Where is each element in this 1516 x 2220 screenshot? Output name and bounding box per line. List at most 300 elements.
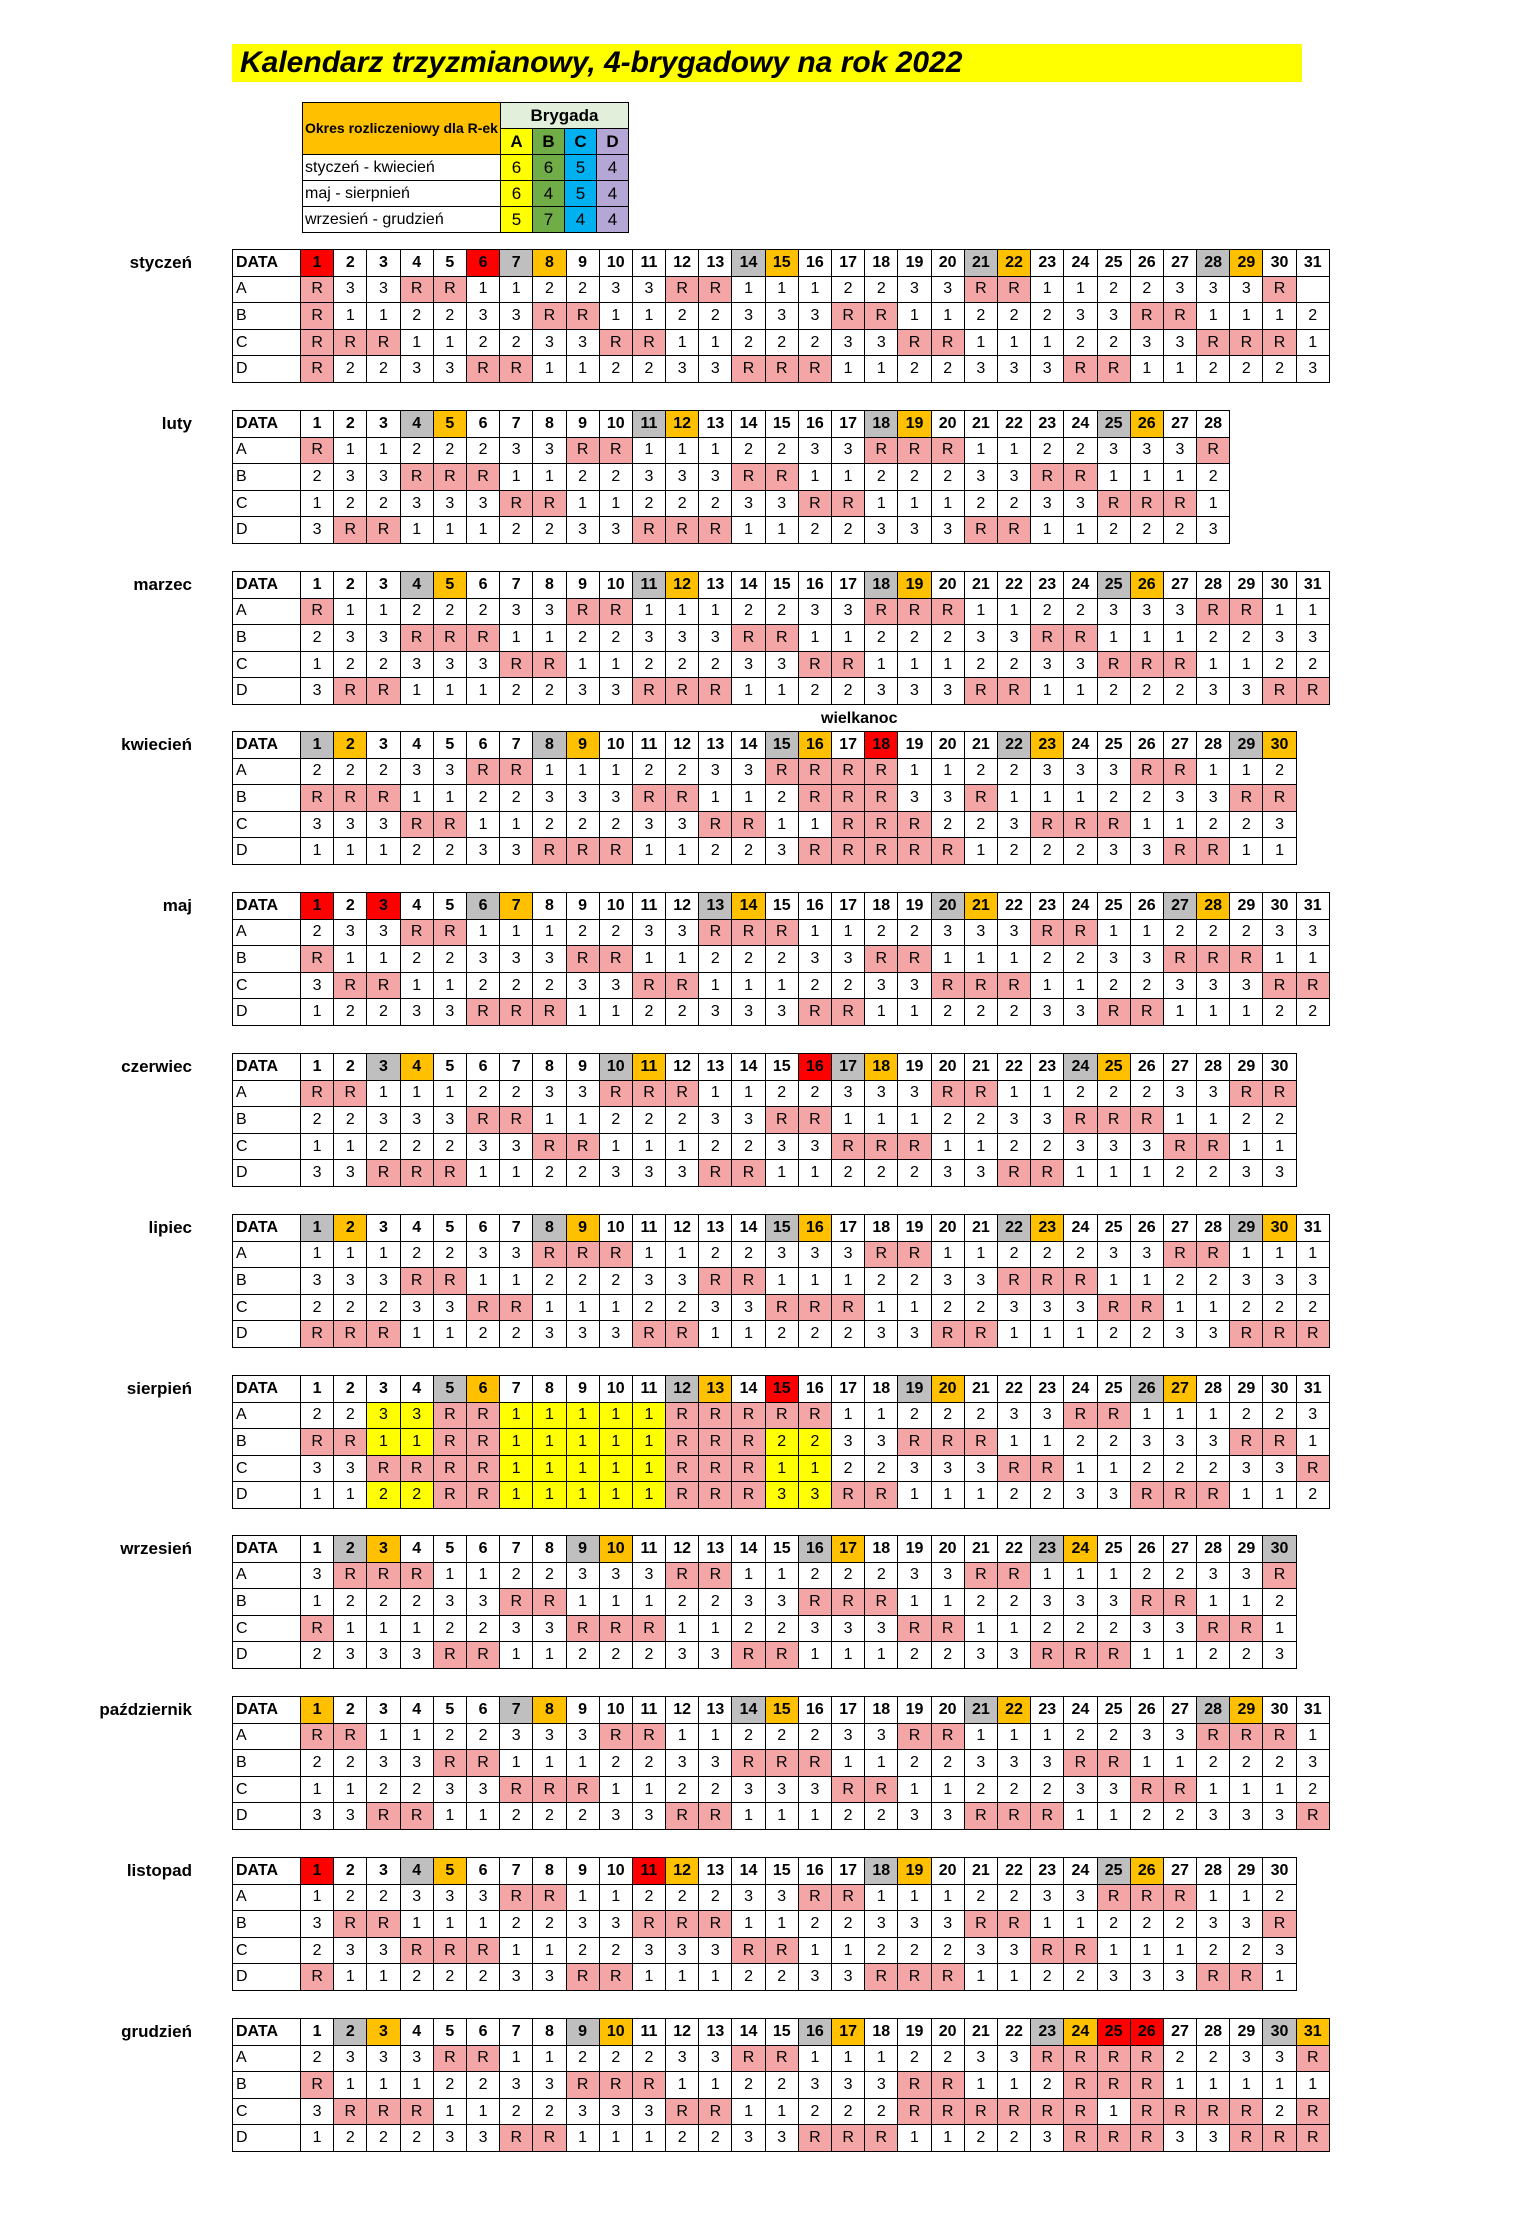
shift-cell: R bbox=[898, 838, 931, 865]
shift-cell: 3 bbox=[666, 464, 699, 491]
shift-cell: 3 bbox=[367, 625, 400, 652]
shift-cell: 2 bbox=[931, 1937, 964, 1964]
day-number: 20 bbox=[931, 250, 964, 277]
legend-value: 6 bbox=[500, 181, 532, 207]
shift-cell: 1 bbox=[632, 2125, 665, 2152]
shift-cell: 1 bbox=[798, 1937, 831, 1964]
shift-cell: 3 bbox=[1263, 1268, 1296, 1295]
day-number: 26 bbox=[1130, 732, 1163, 759]
shift-cell: 3 bbox=[765, 838, 798, 865]
shift-cell: 1 bbox=[400, 2072, 433, 2099]
shift-cell: 2 bbox=[997, 1133, 1030, 1160]
shift-cell: 2 bbox=[334, 1107, 367, 1134]
shift-cell: 2 bbox=[466, 1080, 499, 1107]
shift-cell: R bbox=[699, 1482, 732, 1509]
shift-cell: R bbox=[466, 356, 499, 383]
shift-cell: 3 bbox=[1130, 1723, 1163, 1750]
shift-cell: 2 bbox=[433, 1241, 466, 1268]
shift-cell: 3 bbox=[1031, 356, 1064, 383]
shift-cell: R bbox=[1163, 1133, 1196, 1160]
shift-cell: 1 bbox=[865, 356, 898, 383]
shift-cell: 3 bbox=[765, 303, 798, 330]
shift-cell: 2 bbox=[400, 1241, 433, 1268]
day-number: 22 bbox=[997, 411, 1030, 438]
shift-cell: 2 bbox=[765, 1321, 798, 1348]
shift-cell: 1 bbox=[832, 1268, 865, 1295]
shift-cell: 3 bbox=[1031, 2125, 1064, 2152]
shift-cell: 3 bbox=[865, 1080, 898, 1107]
shift-cell: R bbox=[500, 1884, 533, 1911]
shift-cell: 3 bbox=[500, 1133, 533, 1160]
shift-cell: 3 bbox=[632, 276, 665, 303]
day-number: 21 bbox=[964, 732, 997, 759]
shift-cell: 1 bbox=[931, 1133, 964, 1160]
shift-cell: 3 bbox=[301, 1562, 334, 1589]
day-number: 3 bbox=[367, 893, 400, 920]
day-number: 17 bbox=[832, 250, 865, 277]
shift-cell: R bbox=[301, 1429, 334, 1456]
shift-cell: 1 bbox=[732, 1321, 765, 1348]
shift-cell: 2 bbox=[301, 1642, 334, 1669]
shift-cell: 1 bbox=[997, 437, 1030, 464]
shift-cell: 3 bbox=[301, 1160, 334, 1187]
shift-cell: 2 bbox=[1130, 785, 1163, 812]
shift-cell: 3 bbox=[533, 1321, 566, 1348]
day-number: 8 bbox=[533, 250, 566, 277]
shift-cell: 1 bbox=[433, 329, 466, 356]
day-number: 16 bbox=[798, 1858, 831, 1885]
shift-cell: 1 bbox=[865, 1402, 898, 1429]
shift-cell: 2 bbox=[367, 1776, 400, 1803]
shift-cell: 3 bbox=[931, 1268, 964, 1295]
shift-cell: R bbox=[367, 1321, 400, 1348]
shift-cell: 1 bbox=[1097, 1455, 1130, 1482]
day-number: 14 bbox=[732, 1376, 765, 1403]
brigade-label: C bbox=[233, 1937, 301, 1964]
shift-cell: R bbox=[400, 811, 433, 838]
shift-cell: R bbox=[566, 2072, 599, 2099]
shift-cell: 2 bbox=[301, 2045, 334, 2072]
day-number: 24 bbox=[1064, 732, 1097, 759]
shift-cell: 2 bbox=[1097, 678, 1130, 705]
brigade-label: D bbox=[233, 838, 301, 865]
day-number: 18 bbox=[865, 1215, 898, 1242]
shift-cell: 3 bbox=[367, 1402, 400, 1429]
shift-cell: 3 bbox=[1064, 1776, 1097, 1803]
shift-cell: 2 bbox=[1031, 1776, 1064, 1803]
shift-cell: 2 bbox=[1197, 1750, 1230, 1777]
day-number: 28 bbox=[1197, 893, 1230, 920]
shift-cell: 3 bbox=[1230, 972, 1263, 999]
brigade-row-c bbox=[233, 490, 1230, 517]
day-number: 15 bbox=[765, 893, 798, 920]
brigade-row-b bbox=[233, 1911, 1297, 1938]
shift-cell: 1 bbox=[898, 1589, 931, 1616]
shift-cell: R bbox=[632, 1321, 665, 1348]
day-number: 20 bbox=[931, 572, 964, 599]
brigade-label: B bbox=[233, 625, 301, 652]
day-number: 9 bbox=[566, 893, 599, 920]
shift-cell: R bbox=[433, 1160, 466, 1187]
shift-cell: 2 bbox=[1064, 838, 1097, 865]
brigade-row-d bbox=[233, 678, 1330, 705]
shift-cell: 3 bbox=[533, 329, 566, 356]
shift-cell: 1 bbox=[865, 1884, 898, 1911]
shift-cell: 2 bbox=[632, 2045, 665, 2072]
shift-cell: 3 bbox=[865, 329, 898, 356]
day-number: 19 bbox=[898, 1536, 931, 1563]
shift-cell: R bbox=[931, 1321, 964, 1348]
shift-cell: 1 bbox=[1296, 1723, 1329, 1750]
shift-cell: 3 bbox=[1197, 276, 1230, 303]
day-number: 11 bbox=[632, 1697, 665, 1724]
shift-cell: 1 bbox=[533, 1482, 566, 1509]
shift-cell: 1 bbox=[334, 598, 367, 625]
shift-cell: 1 bbox=[466, 2098, 499, 2125]
shift-cell: R bbox=[632, 1615, 665, 1642]
shift-cell: 1 bbox=[566, 356, 599, 383]
day-number: 17 bbox=[832, 1215, 865, 1242]
shift-cell: R bbox=[997, 517, 1030, 544]
brigade-row-a bbox=[233, 598, 1330, 625]
shift-cell: R bbox=[832, 1884, 865, 1911]
month-label: sierpień bbox=[126, 1379, 192, 1398]
shift-cell: R bbox=[1097, 1294, 1130, 1321]
shift-cell: R bbox=[500, 356, 533, 383]
day-number: 16 bbox=[798, 1215, 831, 1242]
shift-cell: 1 bbox=[832, 919, 865, 946]
shift-cell: 3 bbox=[765, 999, 798, 1026]
shift-cell: R bbox=[798, 2125, 831, 2152]
shift-cell: 2 bbox=[400, 838, 433, 865]
shift-cell: 3 bbox=[433, 490, 466, 517]
day-number: 24 bbox=[1064, 893, 1097, 920]
shift-cell: R bbox=[533, 1133, 566, 1160]
shift-cell: R bbox=[533, 651, 566, 678]
shift-cell: 2 bbox=[1064, 1080, 1097, 1107]
shift-cell: R bbox=[367, 1803, 400, 1830]
shift-cell: R bbox=[433, 1642, 466, 1669]
day-number: 8 bbox=[533, 2019, 566, 2046]
shift-cell: 2 bbox=[566, 919, 599, 946]
day-number: 4 bbox=[400, 250, 433, 277]
shift-cell: 3 bbox=[931, 678, 964, 705]
month-label: listopad bbox=[126, 1861, 192, 1880]
shift-cell: R bbox=[699, 1803, 732, 1830]
brigade-row-b bbox=[233, 1429, 1330, 1456]
shift-cell: 2 bbox=[964, 303, 997, 330]
shift-cell: 3 bbox=[964, 1750, 997, 1777]
shift-cell: R bbox=[865, 1241, 898, 1268]
shift-cell: 1 bbox=[1163, 625, 1196, 652]
shift-cell: 3 bbox=[1097, 303, 1130, 330]
brigade-row-c bbox=[233, 972, 1330, 999]
day-number: 24 bbox=[1064, 250, 1097, 277]
shift-cell: 1 bbox=[533, 919, 566, 946]
shift-cell: 1 bbox=[865, 651, 898, 678]
day-number: 19 bbox=[898, 732, 931, 759]
shift-cell: R bbox=[1163, 946, 1196, 973]
shift-cell: 1 bbox=[699, 1615, 732, 1642]
legend-period: styczeń - kwiecień bbox=[303, 155, 501, 181]
day-number: 17 bbox=[832, 2019, 865, 2046]
shift-cell: 3 bbox=[1130, 329, 1163, 356]
brigade-row-d bbox=[233, 1321, 1330, 1348]
shift-cell: R bbox=[466, 2045, 499, 2072]
shift-cell: 1 bbox=[732, 1911, 765, 1938]
shift-cell: 2 bbox=[1230, 1937, 1263, 1964]
day-number: 29 bbox=[1230, 1536, 1263, 1563]
shift-cell: R bbox=[798, 999, 831, 1026]
brigade-label: C bbox=[233, 2098, 301, 2125]
shift-cell: 1 bbox=[533, 1429, 566, 1456]
shift-cell: R bbox=[1031, 464, 1064, 491]
shift-cell: 3 bbox=[566, 678, 599, 705]
shift-cell: 3 bbox=[433, 758, 466, 785]
shift-cell: 2 bbox=[566, 625, 599, 652]
shift-cell: 3 bbox=[1031, 1589, 1064, 1616]
day-number: 10 bbox=[599, 250, 632, 277]
shift-cell: 1 bbox=[433, 678, 466, 705]
shift-cell: 2 bbox=[533, 811, 566, 838]
shift-cell: 2 bbox=[1163, 678, 1196, 705]
shift-cell: R bbox=[1197, 329, 1230, 356]
shift-cell: 3 bbox=[964, 1160, 997, 1187]
shift-cell: 2 bbox=[500, 1911, 533, 1938]
shift-cell: 3 bbox=[798, 598, 831, 625]
month-label: styczeń bbox=[129, 253, 192, 272]
shift-cell: 3 bbox=[301, 811, 334, 838]
shift-cell: 1 bbox=[699, 437, 732, 464]
shift-cell: 3 bbox=[1296, 1268, 1329, 1295]
legend-row bbox=[303, 181, 629, 207]
shift-cell: R bbox=[367, 1911, 400, 1938]
shift-cell: R bbox=[1163, 490, 1196, 517]
day-number: 29 bbox=[1230, 250, 1263, 277]
shift-cell: R bbox=[765, 1107, 798, 1134]
shift-cell: 3 bbox=[1163, 329, 1196, 356]
shift-cell: 1 bbox=[699, 1080, 732, 1107]
shift-cell: 1 bbox=[466, 1268, 499, 1295]
shift-cell: 2 bbox=[1230, 356, 1263, 383]
shift-cell: R bbox=[898, 1964, 931, 1991]
shift-cell: R bbox=[400, 1937, 433, 1964]
shift-cell: R bbox=[1097, 490, 1130, 517]
day-number: 30 bbox=[1263, 732, 1296, 759]
shift-cell: 3 bbox=[1031, 758, 1064, 785]
shift-cell: 1 bbox=[301, 838, 334, 865]
day-number: 6 bbox=[466, 732, 499, 759]
shift-cell: 3 bbox=[599, 276, 632, 303]
brigade-label: A bbox=[233, 437, 301, 464]
shift-cell: 3 bbox=[997, 2045, 1030, 2072]
day-number: 12 bbox=[666, 1536, 699, 1563]
shift-cell: 1 bbox=[1230, 651, 1263, 678]
shift-cell: 1 bbox=[865, 1107, 898, 1134]
shift-cell: 3 bbox=[931, 276, 964, 303]
shift-cell: 2 bbox=[1031, 1241, 1064, 1268]
brigade-row-a bbox=[233, 758, 1297, 785]
shift-cell: 1 bbox=[1130, 1750, 1163, 1777]
shift-cell: 1 bbox=[1163, 2072, 1196, 2099]
shift-cell: 1 bbox=[400, 517, 433, 544]
shift-cell: 2 bbox=[732, 329, 765, 356]
shift-cell: 1 bbox=[500, 1455, 533, 1482]
shift-cell: 2 bbox=[699, 490, 732, 517]
shift-cell: 2 bbox=[599, 464, 632, 491]
day-number: 7 bbox=[500, 1697, 533, 1724]
shift-cell: 1 bbox=[500, 276, 533, 303]
day-number: 31 bbox=[1296, 2019, 1329, 2046]
brigade-row-d bbox=[233, 1964, 1297, 1991]
shift-cell: 3 bbox=[301, 2098, 334, 2125]
day-number: 13 bbox=[699, 1858, 732, 1885]
shift-cell: 1 bbox=[1263, 1615, 1296, 1642]
shift-cell: 2 bbox=[367, 651, 400, 678]
brigade-label: C bbox=[233, 1455, 301, 1482]
brigade-label: C bbox=[233, 811, 301, 838]
shift-cell: 1 bbox=[334, 946, 367, 973]
shift-cell: 2 bbox=[367, 1294, 400, 1321]
shift-cell: 1 bbox=[1263, 1133, 1296, 1160]
shift-cell: 1 bbox=[1130, 1402, 1163, 1429]
day-number: 6 bbox=[466, 2019, 499, 2046]
shift-cell: 1 bbox=[798, 1160, 831, 1187]
shift-cell: R bbox=[566, 437, 599, 464]
brigade-label: B bbox=[233, 1107, 301, 1134]
day-number: 10 bbox=[599, 2019, 632, 2046]
brigade-label: B bbox=[233, 1429, 301, 1456]
shift-cell: 1 bbox=[898, 1776, 931, 1803]
shift-cell: R bbox=[699, 678, 732, 705]
shift-cell: R bbox=[400, 1455, 433, 1482]
shift-cell: 1 bbox=[566, 999, 599, 1026]
shift-cell: R bbox=[400, 1562, 433, 1589]
day-number: 20 bbox=[931, 1536, 964, 1563]
shift-cell: 2 bbox=[666, 1776, 699, 1803]
shift-cell: R bbox=[798, 758, 831, 785]
shift-cell: R bbox=[1130, 2098, 1163, 2125]
shift-cell: 1 bbox=[500, 1642, 533, 1669]
shift-cell: 2 bbox=[1163, 919, 1196, 946]
shift-cell: 1 bbox=[1064, 1321, 1097, 1348]
shift-cell: 3 bbox=[500, 838, 533, 865]
shift-cell: 1 bbox=[566, 651, 599, 678]
day-number: 24 bbox=[1064, 411, 1097, 438]
shift-cell: R bbox=[732, 1455, 765, 1482]
shift-cell: 1 bbox=[666, 329, 699, 356]
shift-cell: 2 bbox=[400, 598, 433, 625]
shift-cell: 1 bbox=[599, 490, 632, 517]
shift-cell: 2 bbox=[1097, 1321, 1130, 1348]
shift-cell: 1 bbox=[400, 1429, 433, 1456]
shift-cell: 1 bbox=[1263, 1776, 1296, 1803]
shift-cell: 2 bbox=[964, 1107, 997, 1134]
shift-cell: R bbox=[599, 946, 632, 973]
shift-cell: 3 bbox=[1097, 1241, 1130, 1268]
data-header-label: DATA bbox=[233, 1054, 301, 1081]
shift-cell: R bbox=[765, 464, 798, 491]
shift-cell: 3 bbox=[832, 1241, 865, 1268]
shift-cell: 2 bbox=[1130, 1911, 1163, 1938]
shift-cell: 3 bbox=[732, 651, 765, 678]
day-number: 6 bbox=[466, 1376, 499, 1403]
shift-cell: 1 bbox=[666, 1241, 699, 1268]
shift-cell: R bbox=[666, 1482, 699, 1509]
shift-cell: R bbox=[865, 1964, 898, 1991]
shift-cell: 2 bbox=[798, 1429, 831, 1456]
shift-cell: R bbox=[1064, 1268, 1097, 1295]
shift-cell: 3 bbox=[599, 678, 632, 705]
shift-cell: 3 bbox=[632, 919, 665, 946]
shift-cell: 3 bbox=[400, 999, 433, 1026]
shift-cell: 3 bbox=[433, 651, 466, 678]
day-number: 25 bbox=[1097, 893, 1130, 920]
day-number: 9 bbox=[566, 572, 599, 599]
day-number: 11 bbox=[632, 1858, 665, 1885]
page-title: Kalendarz trzyzmianowy, 4-brygadowy na rok 2022 bbox=[232, 44, 1302, 82]
shift-cell: 1 bbox=[500, 1937, 533, 1964]
shift-cell: 1 bbox=[699, 329, 732, 356]
shift-cell: 1 bbox=[632, 1133, 665, 1160]
shift-cell: R bbox=[832, 838, 865, 865]
shift-cell: R bbox=[1230, 1429, 1263, 1456]
shift-cell: R bbox=[566, 1776, 599, 1803]
day-number: 13 bbox=[699, 2019, 732, 2046]
shift-cell: 2 bbox=[898, 356, 931, 383]
shift-cell: 1 bbox=[1064, 972, 1097, 999]
shift-cell: 1 bbox=[798, 811, 831, 838]
shift-cell: 1 bbox=[765, 2098, 798, 2125]
shift-cell: 1 bbox=[1130, 464, 1163, 491]
shift-cell: 2 bbox=[1230, 811, 1263, 838]
shift-cell: 3 bbox=[997, 1642, 1030, 1669]
day-number: 11 bbox=[632, 1376, 665, 1403]
shift-cell: 3 bbox=[964, 1455, 997, 1482]
shift-cell: 1 bbox=[1064, 1160, 1097, 1187]
shift-cell: 2 bbox=[1197, 1268, 1230, 1295]
shift-cell: R bbox=[832, 811, 865, 838]
shift-cell: 1 bbox=[931, 1482, 964, 1509]
shift-cell: 3 bbox=[400, 651, 433, 678]
shift-cell: 2 bbox=[1130, 1803, 1163, 1830]
shift-cell: R bbox=[433, 625, 466, 652]
day-number: 10 bbox=[599, 1376, 632, 1403]
shift-cell: 1 bbox=[666, 2072, 699, 2099]
day-number: 29 bbox=[1230, 893, 1263, 920]
shift-cell: R bbox=[832, 1482, 865, 1509]
shift-cell: R bbox=[566, 838, 599, 865]
shift-cell: 1 bbox=[1031, 517, 1064, 544]
shift-cell: 3 bbox=[666, 1268, 699, 1295]
shift-cell: 3 bbox=[1197, 785, 1230, 812]
day-number: 23 bbox=[1031, 250, 1064, 277]
shift-cell: R bbox=[1163, 838, 1196, 865]
day-number: 18 bbox=[865, 1376, 898, 1403]
shift-cell: 2 bbox=[732, 437, 765, 464]
day-number: 8 bbox=[533, 1536, 566, 1563]
shift-cell: R bbox=[931, 329, 964, 356]
brigade-row-b bbox=[233, 2072, 1330, 2099]
shift-cell: 1 bbox=[666, 1615, 699, 1642]
shift-cell: R bbox=[1031, 811, 1064, 838]
day-number: 5 bbox=[433, 1215, 466, 1242]
shift-cell: R bbox=[1197, 838, 1230, 865]
legend-value: 5 bbox=[500, 207, 532, 233]
shift-cell: 2 bbox=[732, 598, 765, 625]
shift-cell: 2 bbox=[599, 919, 632, 946]
shift-cell: R bbox=[400, 2098, 433, 2125]
